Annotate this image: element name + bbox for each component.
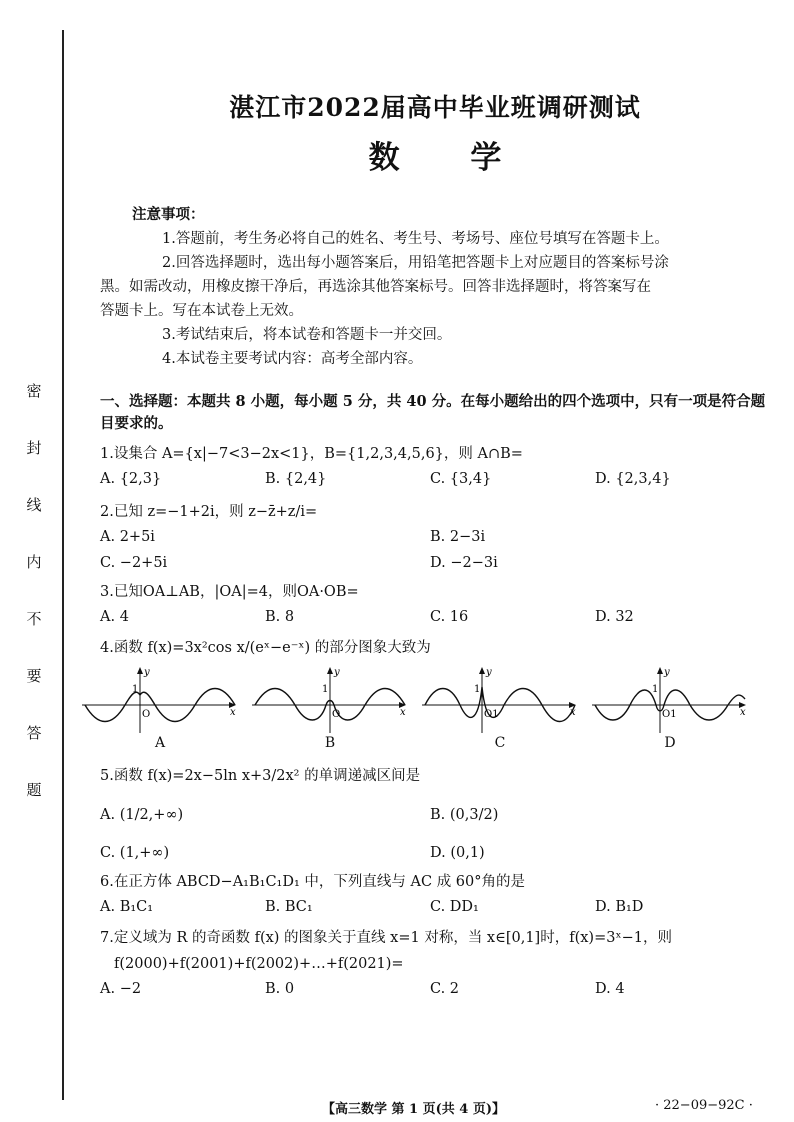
question-3: 3.已知OA⊥AB，|OA|=4，则OA·OB= — [100, 584, 359, 600]
graph-c — [420, 665, 580, 735]
graph-d — [590, 665, 750, 735]
exam-title: 湛江市2022届高中毕业班调研测试 — [229, 93, 641, 122]
exam-page — [100, 88, 770, 997]
section-heading: 一、选择题：本题共 8 小题，每小题 5 分，共 40 分。在每小题给出的四个选项中，只有一项是符合题目要求的。 — [100, 393, 766, 432]
binding-char: 题 — [26, 781, 42, 799]
option: D. (0,1) — [430, 845, 485, 861]
graph-option-d — [590, 665, 750, 751]
graph-option-a — [80, 665, 240, 751]
graph-option-b — [250, 665, 410, 751]
option: D. −2−3i — [430, 555, 498, 571]
note-item: 4.本试卷主要考试内容：高考全部内容。 — [162, 351, 423, 367]
option: C. −2+5i — [100, 555, 168, 571]
option: D. B₁D — [595, 899, 644, 915]
option: B. 8 — [265, 609, 295, 625]
binding-notice — [22, 380, 46, 800]
option: B. BC₁ — [265, 899, 313, 915]
option: A. 2+5i — [100, 529, 155, 545]
notes-block — [100, 203, 770, 371]
one-label: 1 — [474, 684, 481, 695]
option: C. DD₁ — [430, 899, 479, 915]
question-5: 5.函数 f(x)=2x−5ln x+3/2x² 的单调递减区间是 — [100, 768, 421, 784]
graph-label: A — [154, 735, 166, 751]
binding-char: 要 — [26, 667, 42, 685]
origin-label: O — [142, 709, 151, 720]
options-3 — [100, 609, 770, 625]
x-label: x — [740, 707, 746, 718]
binding-char: 内 — [26, 553, 42, 571]
x-label: x — [570, 707, 576, 718]
graph-label: D — [664, 735, 676, 751]
one-label: 1 — [132, 684, 139, 695]
binding-line — [62, 30, 64, 1100]
options-6 — [100, 899, 770, 915]
graph-b — [250, 665, 410, 735]
y-label: y — [144, 667, 150, 678]
graph-option-c — [420, 665, 580, 751]
option: A. 4 — [100, 609, 129, 625]
notes-heading: 注意事项： — [132, 206, 205, 223]
option: D. {2,3,4} — [595, 471, 671, 487]
binding-char: 密 — [26, 382, 42, 400]
y-label: y — [334, 667, 340, 678]
question-1: 1.设集合 A={x|−7<3−2x<1}，B={1,2,3,4,5,6}，则 A∩B= — [100, 446, 523, 462]
one-label: 1 — [652, 684, 659, 695]
option: C. (1,+∞) — [100, 845, 170, 861]
option: C. 16 — [430, 609, 469, 625]
option: A. B₁C₁ — [100, 899, 154, 915]
origin-label: O — [332, 709, 341, 720]
option: C. {3,4} — [430, 471, 492, 487]
one-label: 1 — [322, 684, 329, 695]
subject-title: 数 学 — [368, 140, 532, 176]
x-label: x — [230, 707, 236, 718]
graph-a — [80, 665, 240, 735]
note-item: 2.回答选择题时，选出每小题答案后，用铅笔把答题卡上对应题目的答案标号涂 — [162, 255, 669, 271]
option: B. 0 — [265, 981, 295, 997]
options-2 — [100, 529, 770, 571]
option: C. 2 — [430, 981, 460, 997]
binding-char: 线 — [26, 496, 42, 514]
option: A. −2 — [100, 981, 142, 997]
option: A. (1/2,+∞) — [100, 807, 184, 823]
options-1 — [100, 471, 770, 487]
option: A. {2,3} — [100, 471, 162, 487]
question-4: 4.函数 f(x)=3x²cos x/(eˣ−e⁻ˣ) 的部分图象大致为 — [100, 640, 431, 656]
footer-code: · 22−09−92C · — [655, 1098, 753, 1113]
x-label: x — [400, 707, 406, 718]
y-label: y — [486, 667, 492, 678]
note-item: 1.答题前，考生务必将自己的姓名、考生号、考场号、座位号填写在答题卡上。 — [162, 231, 669, 247]
note-item: 3.考试结束后，将本试卷和答题卡一并交回。 — [162, 327, 452, 343]
note-item: 黑。如需改动，用橡皮擦干净后，再选涂其他答案标号。回答非选择题时，将答案写在 — [100, 279, 651, 295]
binding-char: 不 — [26, 610, 42, 628]
graph-label: C — [494, 735, 506, 751]
option: D. 4 — [595, 981, 625, 997]
question-7: 7.定义域为 R 的奇函数 f(x) 的图象关于直线 x=1 对称，当 x∈[0,1]时，f(x)=3ˣ−1，则 — [100, 930, 672, 946]
origin-label: O1 — [662, 709, 677, 720]
option: D. 32 — [595, 609, 634, 625]
question-7-line2: f(2000)+f(2001)+f(2002)+…+f(2021)= — [114, 956, 404, 972]
question-2: 2.已知 z=−1+2i，则 z−z̄+z/i= — [100, 504, 318, 520]
graph-label: B — [324, 735, 336, 751]
binding-char: 封 — [26, 439, 42, 457]
binding-char: 答 — [26, 724, 42, 742]
option: B. 2−3i — [430, 529, 486, 545]
option: B. {2,4} — [265, 471, 327, 487]
options-7 — [100, 981, 770, 997]
options-5 — [100, 807, 770, 861]
option: B. (0,3/2) — [430, 807, 499, 823]
y-label: y — [664, 667, 670, 678]
graph-options — [80, 665, 750, 751]
note-item: 答题卡上。写在本试卷上无效。 — [100, 303, 303, 319]
question-6: 6.在正方体 ABCD−A₁B₁C₁D₁ 中，下列直线与 AC 成 60°角的是 — [100, 874, 526, 890]
origin-label: O1 — [484, 709, 499, 720]
footer-page-info: 【高三数学 第 1 页(共 4 页)】 — [322, 1102, 506, 1117]
